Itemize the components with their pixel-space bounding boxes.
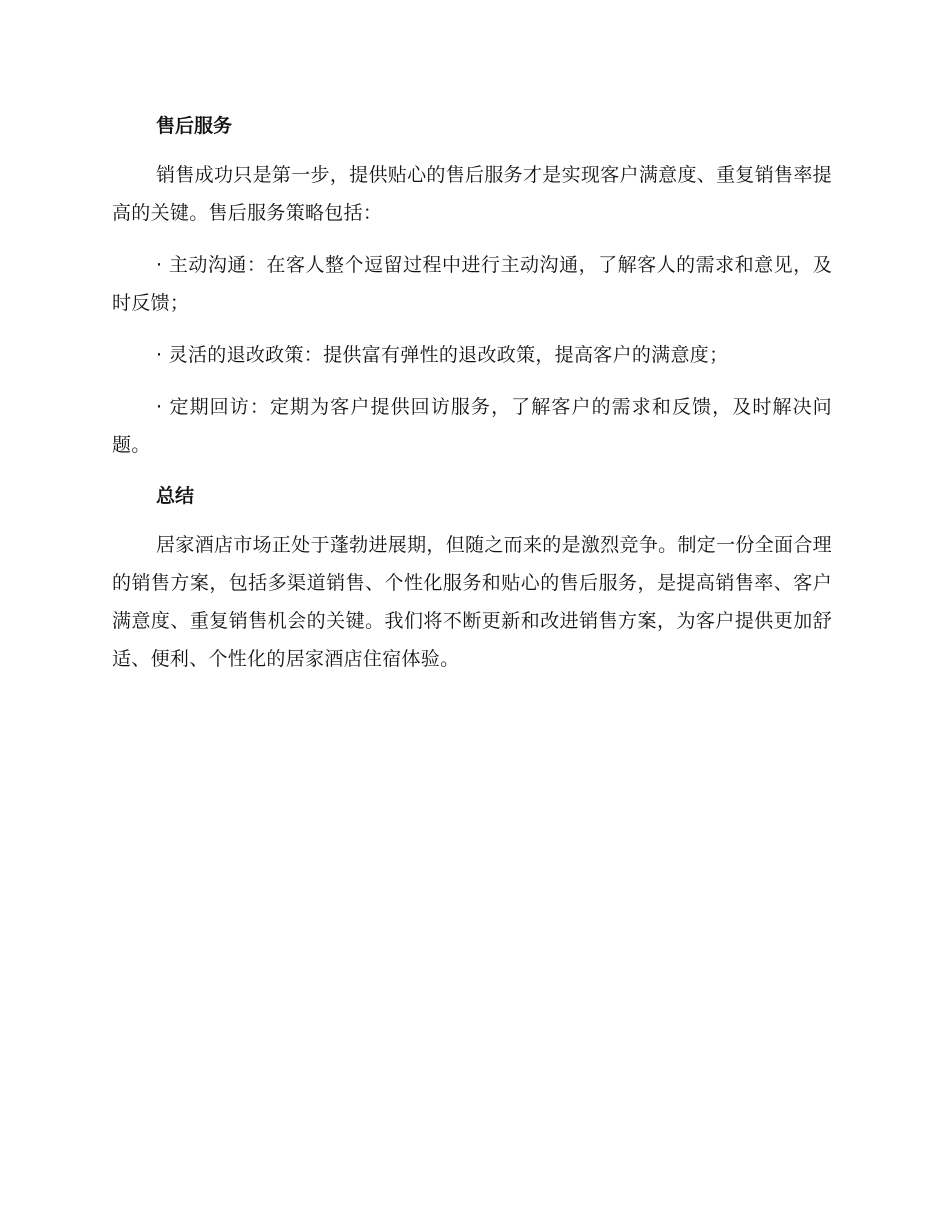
bullet-flexible-refund-policy: · 灵活的退改政策：提供富有弹性的退改政策，提高客户的满意度； [156, 344, 729, 366]
document-page [112, 108, 832, 678]
bullet-regular-follow-up: · 定期回访：定期为客户提供回访服务，了解客户的需求和反馈，及时解决问题。 [112, 396, 832, 456]
section-heading-after-sales: 售后服务 [156, 115, 233, 137]
section-heading-summary: 总结 [156, 485, 195, 507]
bullet-proactive-communication: · 主动沟通：在客人整个逗留过程中进行主动沟通，了解客人的需求和意见，及时反馈； [112, 254, 832, 314]
paragraph-summary: 居家酒店市场正处于蓬勃进展期，但随之而来的是激烈竞争。制定一份全面合理的销售方案，包括多渠道销售、个性化服务和贴心的售后服务，是提高销售率、客户满意度、重复销售机会的关键。我们将不断更新和改进销售方案，为客户提供更加舒适、便利、个性化的居家酒店住宿体验。 [112, 534, 832, 670]
paragraph-after-sales-intro: 销售成功只是第一步，提供贴心的售后服务才是实现客户满意度、重复销售率提高的关键。售后服务策略包括： [112, 164, 832, 224]
